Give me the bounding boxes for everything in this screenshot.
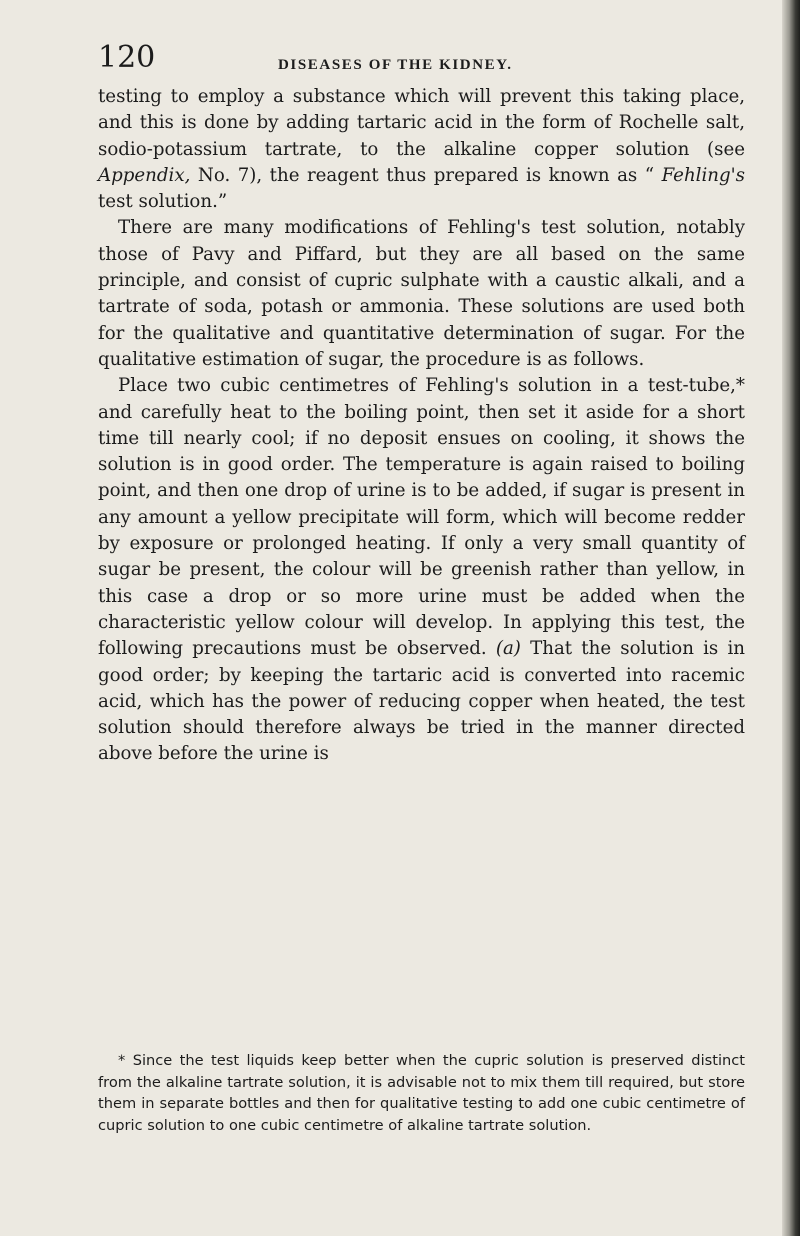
- paragraph-3-text-b: That the solution is in good order; by keeping the tartaric acid is converted into racemic acid, which has the power of reducing copper when heated, the test solution should therefore always be tried in the manner directed above before the urine is: [98, 638, 745, 765]
- paragraph-1-text-b: No. 7), the reagent thus prepared is known as “: [190, 164, 662, 186]
- paragraph-1-text-c: test solution.”: [98, 191, 228, 213]
- footnote-text: * Since the test liquids keep better when the cupric solution is preserved distinct from the alkaline tartrate solution, it is advisable not to mix them till required, but store them in separate bottles and then for qualitative testing to add one cubic centimetre of cupric solution to one cubic centimetre of alkaline tartrate solution.: [98, 1052, 745, 1134]
- paragraph-1: [98, 84, 745, 215]
- paragraph-1-text-a: testing to employ a substance which will prevent this taking place, and this is done by adding tartaric acid in the form of Rochelle salt, sodio-potassium tartrate, to the alkaline copper solution (see: [98, 86, 745, 160]
- appendix-reference: Appendix,: [98, 164, 191, 186]
- page-number: 120: [98, 40, 156, 75]
- paragraph-2: There are many modifications of Fehling's test solution, notably those of Pavy and Piffard, but they are all based on the same principle, and consist of cupric sulphate with a caustic alkali, and a tartrate of soda, potash or ammonia. These solutions are used both for the qualitative and quantitative determination of sugar. For the qualitative estimation of sugar, the procedure is as follows.: [98, 217, 745, 370]
- paragraph-3-text-a: Place two cubic centimetres of Fehling's solution in a test-tube,* and carefully heat to the boiling point, then set it aside for a short time till nearly cool; if no deposit ensues on cooling, it shows the solution is in good order. The temperature is again raised to boiling point, and then one drop of urine is to be added, if sugar is present in any amount a yellow precipitate will form, which will become redder by exposure or prolonged heating. If only a very small quantity of sugar be present, the colour will be greenish rather than yellow, in this case a drop or so more urine must be added when the characteristic yellow colour will develop. In applying this test, the following precautions must be observed.: [98, 375, 745, 660]
- book-spine-shadow: [782, 0, 800, 1236]
- body-text: [98, 84, 745, 768]
- page-header: [98, 40, 748, 80]
- fehling-term: Fehling's: [661, 164, 745, 186]
- paragraph-3: [98, 373, 745, 767]
- running-head: DISEASES OF THE KIDNEY.: [278, 57, 513, 73]
- footnote: [98, 1050, 745, 1136]
- precaution-label-a: (a): [495, 638, 521, 660]
